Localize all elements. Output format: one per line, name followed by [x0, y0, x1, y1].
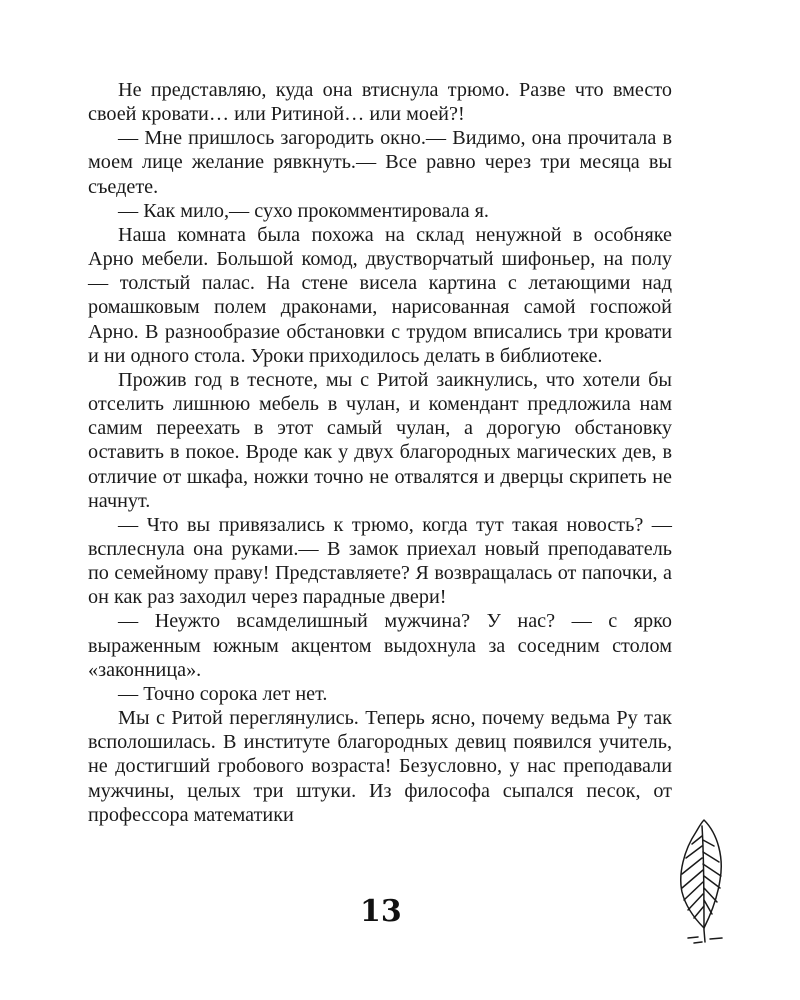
feather-icon — [674, 816, 730, 946]
body-text — [88, 78, 672, 827]
paragraph: Мы с Ритой переглянулись. Теперь ясно, почему ведьма Ру так всполошилась. В институте благородных девиц появился учитель, не достигший гробового возраста! Безусловно, у нас преподавали мужчины, целых три штуки. Из философа сыпался песок, от профессора математики — [88, 707, 672, 826]
paragraph: — Как мило,— сухо прокомментировала я. — [118, 199, 489, 222]
page-number: 13 — [360, 894, 402, 929]
paragraph: — Мне пришлось загородить окно.— Видимо, она прочитала в моем лице желание рявкнуть.— Все равно через три месяца вы съедете. — [88, 127, 672, 198]
paragraph: Прожив год в тесноте, мы с Ритой заикнулись, что хотели бы отселить лишнюю мебель в чулан, и комендант предложила нам самим переехать в этот самый чулан, а дорогую обстановку оставить в покое. Вроде как у двух благородных магических дев, в отличие от шкафа, ножки точно не отвалятся и дверцы скрипеть не начнут. — [88, 368, 672, 512]
paragraph: — Неужто всамделишный мужчина? У нас? — с ярко выраженным южным акцентом выдохнула за соседним столом «законница». — [88, 610, 672, 681]
paragraph: — Точно сорока лет нет. — [118, 682, 328, 705]
paragraph: Не представляю, куда она втиснула трюмо. Разве что вместо своей кровати… или Ритиной… или моей?! — [88, 79, 672, 126]
paragraph: — Что вы привязались к трюмо, когда тут такая новость? — всплеснула она руками.— В замок приехал новый преподаватель по семейному праву! Представляете? Я возвращалась от папочки, а он как раз заходил через парадные двери! — [88, 513, 672, 609]
paragraph: Наша комната была похожа на склад ненужной в особняке Арно мебели. Большой комод, двустворчатый шифоньер, на полу — толстый палас. На стене висела картина с летающими над ромашковым полем драконами, нарисованная самой госпожой Арно. В разнообразие обстановки с трудом вписались три кровати и ни одного стола. Уроки приходилось делать в библиотеке. — [88, 223, 672, 367]
